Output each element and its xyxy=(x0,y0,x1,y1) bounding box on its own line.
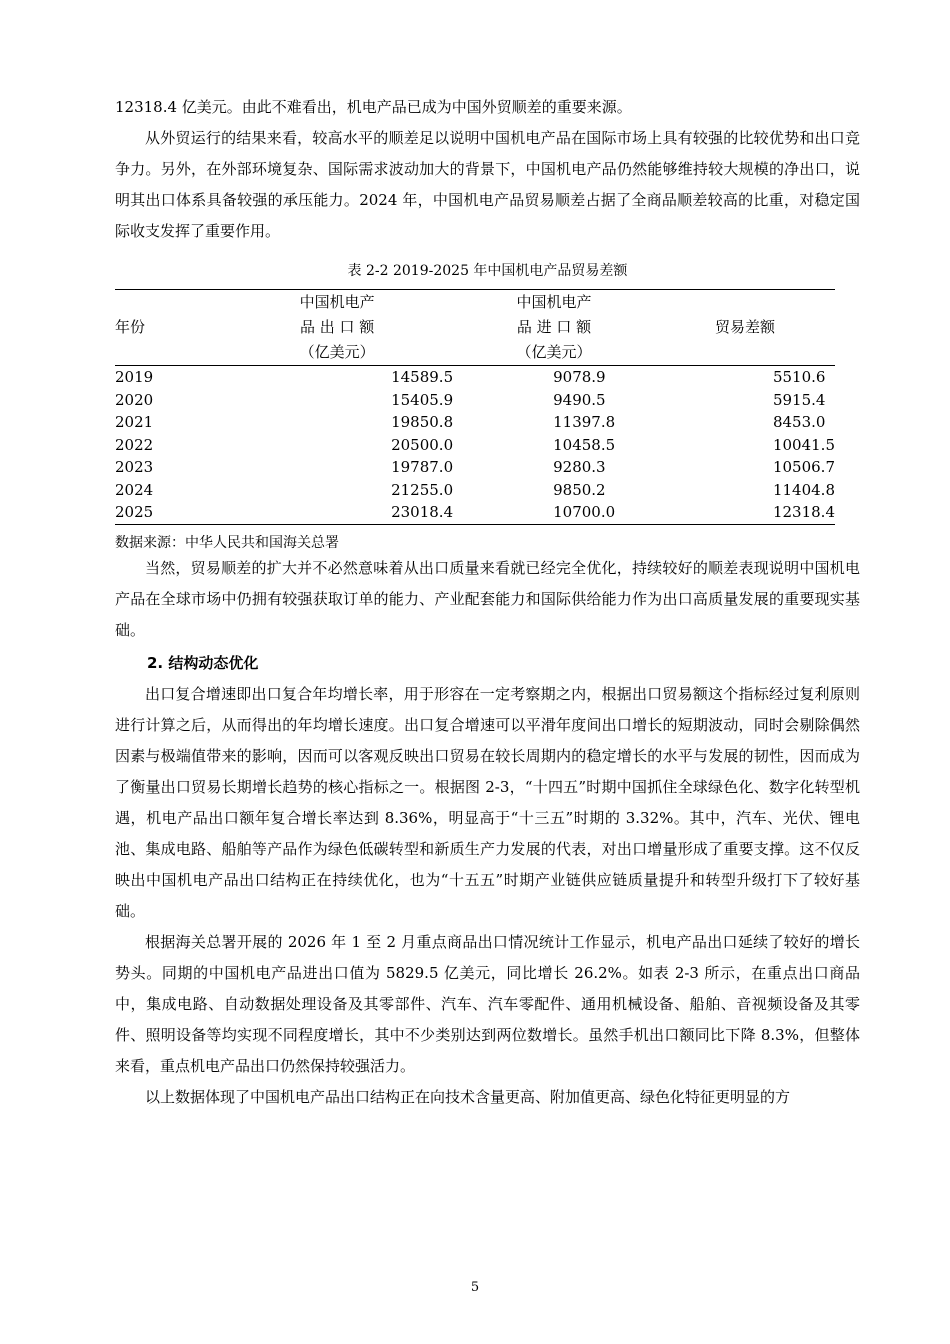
table-row xyxy=(115,456,835,479)
cell-balance: 8453.0 xyxy=(772,413,826,431)
cell-export: 19850.8 xyxy=(391,413,454,431)
cell-import: 9850.2 xyxy=(553,480,606,499)
page-number: 5 xyxy=(470,1280,480,1295)
cell-year: 2023 xyxy=(115,458,154,476)
header-export-line3: （亿美元） xyxy=(299,343,375,361)
cell-import: 9280.3 xyxy=(553,458,606,476)
header-year: 年份 xyxy=(115,318,146,336)
header-export-line1: 中国机电产 xyxy=(299,293,375,311)
cell-year: 2019 xyxy=(115,368,154,386)
header-export-line2: 品 出 口 额 xyxy=(299,318,375,336)
cell-import: 10458.5 xyxy=(553,435,616,454)
cell-export: 21255.0 xyxy=(391,480,454,499)
cell-year: 2022 xyxy=(115,435,154,454)
cell-import: 11397.8 xyxy=(553,413,616,431)
paragraph-4: 根据海关总署开展的 2026 年 1 至 2 月重点商品出口情况统计工作显示，机电产品出口延续了较好的增长势头。同期的中国机电产品进出口值为 5829.5 亿美元，同比增长 26.2%。如表 2-3 所示，在重点出口商品中，集成电路、自动数据处理设备及其零部件、汽车、汽车零配件、通用机械设备、船舶、音视频设备及其零件、照明设备等均实现不同程度增长，其中不少类别达到两位数增长。虽然手机出口额同比下降 8.3%，但整体来看，重点机电产品出口仍然保持较强活力。 xyxy=(115,932,860,1075)
trade-balance-table xyxy=(115,289,835,525)
cell-balance: 5510.6 xyxy=(772,368,826,386)
table-row xyxy=(115,366,835,389)
table-row xyxy=(115,389,835,412)
table-row xyxy=(115,501,835,524)
cell-export: 23018.4 xyxy=(391,503,454,521)
cell-export: 15405.9 xyxy=(391,390,454,409)
cell-balance: 11404.8 xyxy=(772,480,835,499)
table-source: 数据来源：中华人民共和国海关总署 xyxy=(115,534,339,551)
header-export xyxy=(221,290,453,366)
page-content xyxy=(115,92,860,1113)
cell-export: 19787.0 xyxy=(391,458,454,476)
paragraph-3: 出口复合增速即出口复合年均增长率，用于形容在一定考察期之内，根据出口贸易额这个指标经过复利原则进行计算之后，从而得出的年均增长速度。出口复合增速可以平滑年度间出口增长的短期波动，同时会剔除偶然因素与极端值带来的影响，因而可以客观反映出口贸易在较长周期内的稳定增长的水平与发展的韧性，因而成为了衡量出口贸易长期增长趋势的核心指标之一。根据图 2-3，“十四五”时期中国抓住全球绿色化、数字化转型机遇，机电产品出口额年复合增长率达到 8.36%，明显高于“十三五”时期的 3.32%。其中，汽车、光伏、锂电池、集成电路、船舶等产品作为绿色低碳转型和新质生产力发展的代表，对出口增量形成了重要支撑。这不仅反映出中国机电产品出口结构正在持续优化，也为“十五五”时期产业链供应链质量提升和转型升级打下了较好基础。 xyxy=(115,684,860,920)
header-import-line1: 中国机电产 xyxy=(516,293,592,311)
header-import-line3: （亿美元） xyxy=(516,343,592,361)
table-caption: 表 2-2 2019-2025 年中国机电产品贸易差额 xyxy=(347,263,628,279)
table-row xyxy=(115,479,835,502)
cell-balance: 12318.4 xyxy=(772,503,835,521)
cell-year: 2024 xyxy=(115,480,154,499)
cell-balance: 5915.4 xyxy=(772,390,826,409)
header-import xyxy=(453,290,655,366)
paragraph-0: 12318.4 亿美元。由此不难看出，机电产品已成为中国外贸顺差的重要来源。 xyxy=(115,98,632,116)
cell-export: 20500.0 xyxy=(391,435,454,454)
cell-import: 10700.0 xyxy=(553,503,616,521)
cell-year: 2025 xyxy=(115,503,154,521)
table-row xyxy=(115,411,835,434)
cell-balance: 10506.7 xyxy=(772,458,835,476)
section-heading: 2. 结构动态优化 xyxy=(147,653,259,672)
table-header-row xyxy=(115,290,835,366)
paragraph-2: 当然，贸易顺差的扩大并不必然意味着从出口质量来看就已经完全优化，持续较好的顺差表现说明中国机电产品在全球市场中仍拥有较强获取订单的能力、产业配套能力和国际供给能力作为出口高质量发展的重要现实基础。 xyxy=(115,558,860,639)
paragraph-1: 从外贸运行的结果来看，较高水平的顺差足以说明中国机电产品在国际市场上具有较强的比较优势和出口竞争力。另外，在外部环境复杂、国际需求波动加大的背景下，中国机电产品仍然能够维持较大规模的净出口，说明其出口体系具备较强的承压能力。2024 年，中国机电产品贸易顺差占据了全商品顺差较高的比重，对稳定国际收支发挥了重要作用。 xyxy=(115,129,860,240)
table-row xyxy=(115,434,835,457)
cell-export: 14589.5 xyxy=(391,368,454,386)
paragraph-5: 以上数据体现了中国机电产品出口结构正在向技术含量更高、附加值更高、绿色化特征更明显的方 xyxy=(145,1087,791,1106)
header-import-line2: 品 进 口 额 xyxy=(516,318,592,336)
cell-year: 2020 xyxy=(115,390,154,409)
cell-balance: 10041.5 xyxy=(772,435,835,454)
cell-import: 9078.9 xyxy=(553,368,606,386)
cell-import: 9490.5 xyxy=(553,390,606,409)
header-balance: 贸易差额 xyxy=(714,318,775,336)
cell-year: 2021 xyxy=(115,413,154,431)
